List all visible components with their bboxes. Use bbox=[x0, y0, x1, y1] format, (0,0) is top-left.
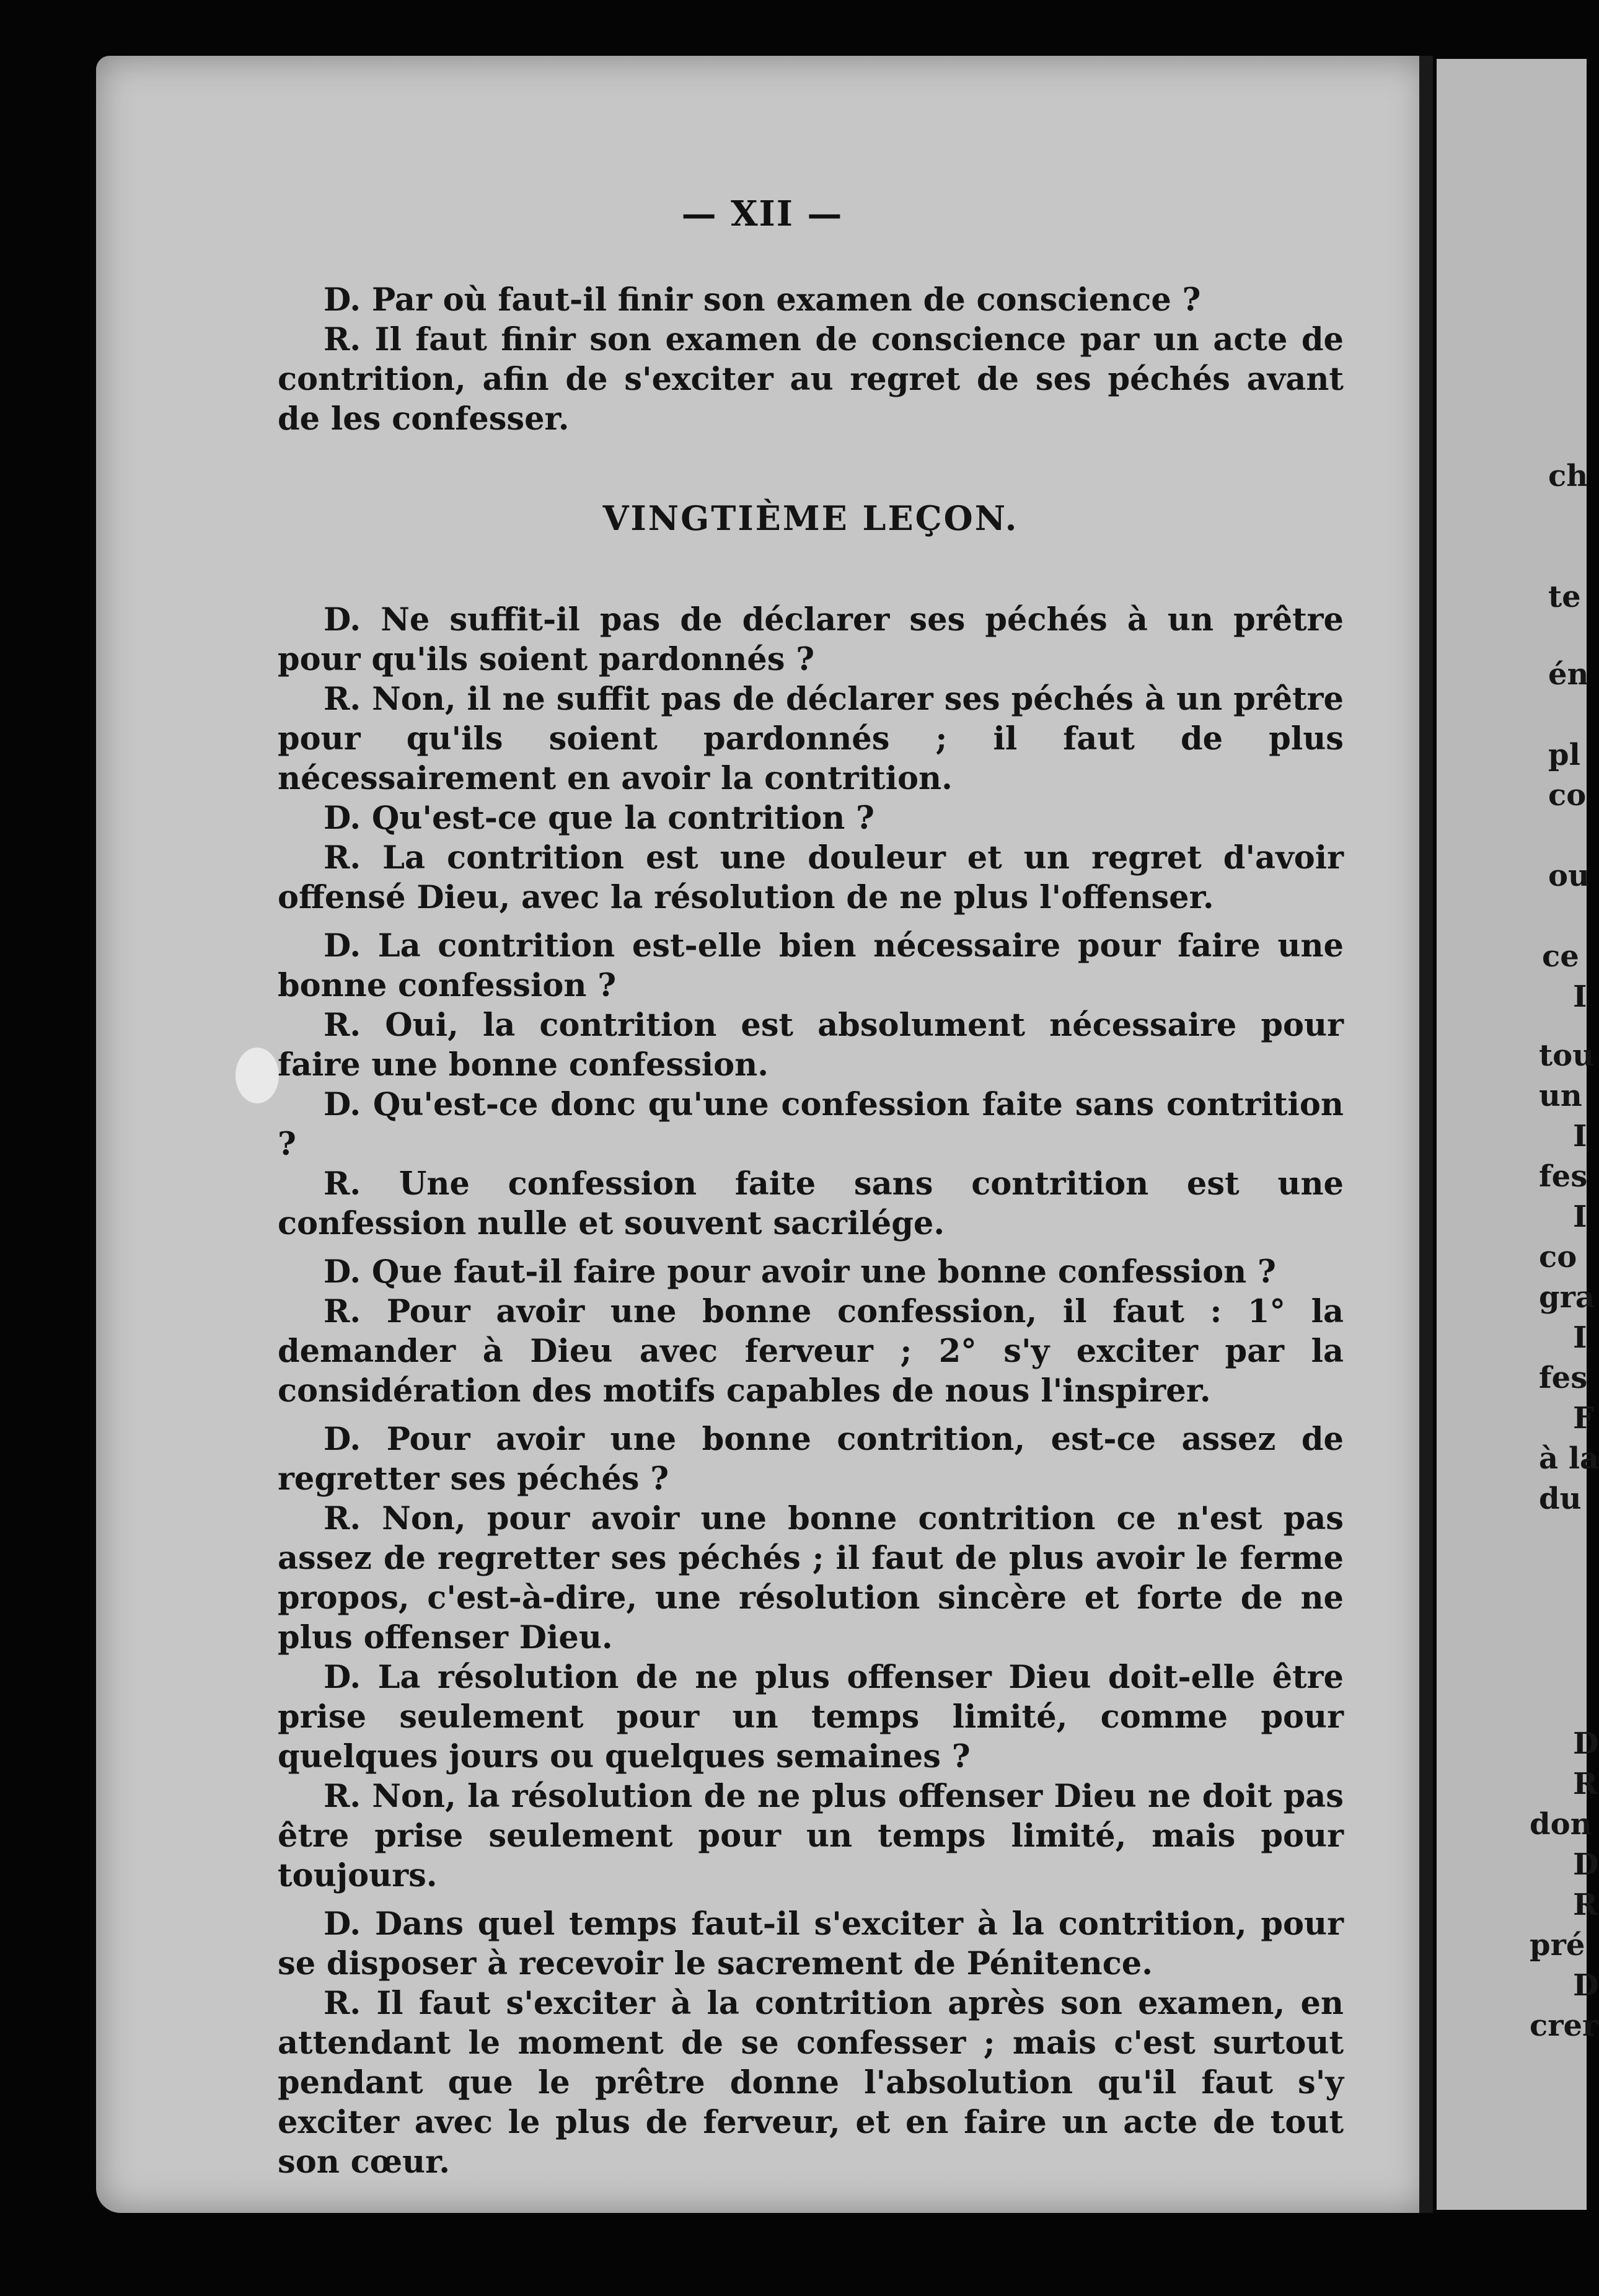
question: D. Pour avoir une bonne contrition, est-ce assez de regretter ses péchés ? bbox=[278, 1421, 1344, 1498]
question: D. Que faut-il faire pour avoir une bonne confession ? bbox=[324, 1253, 1276, 1291]
adjacent-fragment: I bbox=[1573, 1119, 1587, 1154]
page-gutter bbox=[1419, 56, 1433, 2213]
answer: R. Non, la résolution de ne plus offenser Dieu ne doit pas être prise seulement pour un temps limité, mais pour toujours. bbox=[278, 1778, 1344, 1894]
adjacent-fragment: pré bbox=[1530, 1928, 1585, 1963]
question: D. La résolution de ne plus offenser Dieu doit-elle être prise seulement pour un temps limité, comme pour quelques jours ou quelques semaines ? bbox=[278, 1659, 1344, 1775]
adjacent-fragment: ou bbox=[1548, 859, 1590, 893]
adjacent-fragment: ch bbox=[1548, 459, 1588, 493]
paper-damage-spot bbox=[236, 1048, 279, 1103]
adjacent-fragment: fes bbox=[1539, 1361, 1588, 1395]
adjacent-fragment: R bbox=[1573, 1888, 1598, 1922]
adjacent-fragment: R bbox=[1573, 1767, 1598, 1801]
adjacent-fragment: à la bbox=[1539, 1441, 1599, 1476]
adjacent-fragment: F bbox=[1573, 1401, 1595, 1436]
adjacent-fragment: don bbox=[1530, 1807, 1592, 1842]
page-body bbox=[278, 280, 1344, 2182]
answer: R. Il faut finir son examen de conscience par un acte de contrition, afin de s'exciter au regret de ses péchés avant de les confesser. bbox=[278, 321, 1344, 438]
adjacent-fragment: tou bbox=[1539, 1038, 1595, 1073]
adjacent-fragment: un bbox=[1539, 1079, 1582, 1113]
answer: R. Pour avoir une bonne confession, il faut : 1° la demander à Dieu avec ferveur ; 2° s'y exciter par la considération des motifs capables de nous l'inspirer. bbox=[278, 1293, 1344, 1410]
adjacent-fragment: D bbox=[1573, 1726, 1599, 1761]
question: D. La contrition est-elle bien nécessaire pour faire une bonne confession ? bbox=[278, 927, 1344, 1004]
answer: R. Il faut s'exciter à la contrition après son examen, en attendant le moment de se confesser ; mais c'est surtout pendant que le prêtre donne l'absolution qu'il faut s'y exciter avec le plus de ferveur, et en faire un acte de tout son cœur. bbox=[278, 1985, 1344, 2181]
answer: R. Oui, la contrition est absolument nécessaire pour faire une bonne confession. bbox=[278, 1007, 1344, 1084]
running-head: — XII — bbox=[681, 193, 844, 234]
adjacent-fragment: I bbox=[1573, 979, 1587, 1014]
lesson-heading: VINGTIÈME LEÇON. bbox=[602, 498, 1019, 538]
adjacent-fragment: co bbox=[1548, 778, 1587, 813]
answer: R. Une confession faite sans contrition est une confession nulle et souvent sacrilége. bbox=[278, 1165, 1344, 1242]
adjacent-fragment: D bbox=[1573, 1847, 1599, 1882]
answer: R. Non, pour avoir une bonne contrition ce n'est pas assez de regretter ses péchés ; il faut de plus avoir le ferme propos, c'est-à-dire, une résolution sincère et forte de ne plus offenser Dieu. bbox=[278, 1500, 1344, 1656]
adjacent-fragment: D bbox=[1573, 1968, 1599, 2003]
adjacent-fragment: ce bbox=[1542, 939, 1579, 974]
adjacent-fragment: gra bbox=[1539, 1280, 1595, 1315]
adjacent-fragment: co bbox=[1539, 1240, 1577, 1274]
adjacent-fragment: I bbox=[1573, 1320, 1587, 1355]
adjacent-fragment: te bbox=[1548, 580, 1581, 614]
answer: R. Non, il ne suffit pas de déclarer ses péchés à un prêtre pour qu'ils soient pardonnés ; il faut de plus nécessairement en avoir la contrition. bbox=[278, 681, 1344, 797]
question: D. Qu'est-ce que la contrition ? bbox=[324, 800, 874, 837]
question: D. Par où faut-il finir son examen de conscience ? bbox=[324, 281, 1201, 319]
adjacent-fragment: fes bbox=[1539, 1159, 1588, 1194]
answer: R. La contrition est une douleur et un regret d'avoir offensé Dieu, avec la résolution de ne plus l'offenser. bbox=[278, 839, 1344, 916]
adjacent-fragment: I bbox=[1573, 1199, 1587, 1234]
question: D. Dans quel temps faut-il s'exciter à la contrition, pour se disposer à recevoir le sacrement de Pénitence. bbox=[278, 1905, 1344, 1982]
question: D. Qu'est-ce donc qu'une confession faite sans contrition ? bbox=[278, 1086, 1344, 1163]
question: D. Ne suffit-il pas de déclarer ses péchés à un prêtre pour qu'ils soient pardonnés ? bbox=[278, 601, 1344, 678]
adjacent-fragment: du bbox=[1539, 1481, 1582, 1516]
adjacent-fragment: crer bbox=[1530, 2008, 1598, 2043]
adjacent-fragment: pl bbox=[1548, 738, 1580, 772]
adjacent-fragment: én bbox=[1548, 657, 1589, 692]
adjacent-page bbox=[1437, 59, 1599, 2210]
